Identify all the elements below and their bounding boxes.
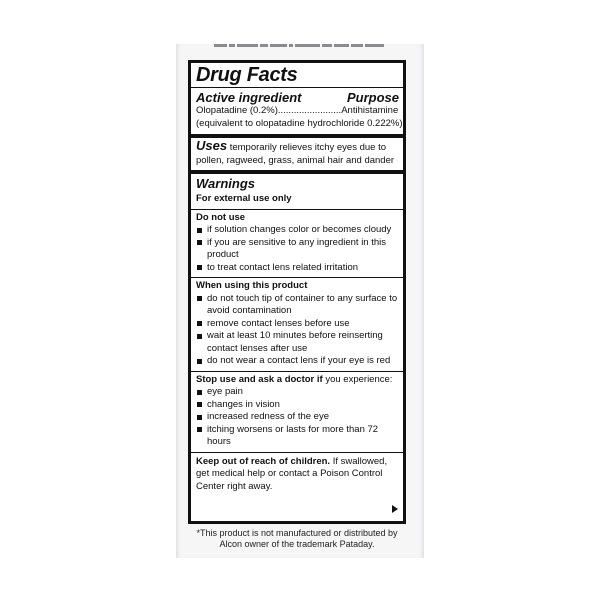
drug-facts-title: Drug Facts xyxy=(191,63,403,88)
uses-text-line1: temporarily relieves itchy eyes due to xyxy=(229,142,387,153)
list-item: if you are sensitive to any ingredient in this product xyxy=(196,237,387,262)
do-not-use-list xyxy=(196,224,399,274)
list-item: if solution changes color or becomes cloudy xyxy=(196,224,399,237)
footnote-line2: Alcon owner of the trademark Pataday. xyxy=(219,539,375,549)
children-section xyxy=(191,453,403,497)
when-using-section xyxy=(191,278,403,372)
when-using-heading: When using this product xyxy=(196,280,308,291)
external-use-text: For external use only xyxy=(196,193,292,204)
active-ingredient-header xyxy=(196,91,399,105)
stop-use-heading-suffix: you experience: xyxy=(325,373,393,385)
ingredient-line: Olopatadine (0.2%)........................Antihistamine xyxy=(196,105,399,116)
list-item: to treat contact lens related irritation xyxy=(196,262,399,275)
warnings-heading: Warnings xyxy=(196,176,255,191)
active-ingredient-heading: Active ingredient xyxy=(196,90,302,105)
list-item: wait at least 10 minutes before reinserting contact lenses after use xyxy=(196,330,399,355)
list-item: changes in vision xyxy=(196,399,399,412)
uses-section xyxy=(191,138,403,174)
list-item: do not wear a contact lens if your eye is red xyxy=(196,355,399,368)
list-item: itching worsens or lasts for more than 72 hours xyxy=(196,424,397,449)
purpose-heading: Purpose xyxy=(346,90,399,105)
do-not-use-section xyxy=(191,210,403,279)
equivalence-line: (equivalent to olopatadine hydrochloride 0.222%) xyxy=(196,117,403,129)
trademark-footnote xyxy=(188,528,406,550)
stop-use-list xyxy=(196,386,399,449)
list-item: eye pain xyxy=(196,386,399,399)
active-ingredient-section xyxy=(191,88,403,138)
continue-arrow-icon xyxy=(392,505,398,513)
list-item: increased redness of the eye xyxy=(196,411,399,424)
list-item: remove contact lenses before use xyxy=(196,318,399,331)
list-item: do not touch tip of container to any surface to avoid contamination xyxy=(196,293,399,318)
uses-text-line2: pollen, ragweed, grass, animal hair and dander xyxy=(196,154,395,166)
when-using-list xyxy=(196,293,399,368)
children-text: If swallowed, get medical help or contact a Poison Control Center right away. xyxy=(196,455,388,492)
children-heading: Keep out of reach of children. xyxy=(196,455,331,467)
uses-heading: Uses xyxy=(196,138,228,153)
drug-facts-panel xyxy=(188,60,406,524)
footnote-line1: *This product is not manufactured or distributed by xyxy=(196,528,398,538)
warnings-intro-section xyxy=(191,174,403,210)
stop-use-heading: Stop use and ask a doctor if xyxy=(196,373,323,385)
carton-top-markings xyxy=(214,40,384,50)
do-not-use-heading: Do not use xyxy=(196,211,246,223)
stop-use-section xyxy=(191,372,403,453)
